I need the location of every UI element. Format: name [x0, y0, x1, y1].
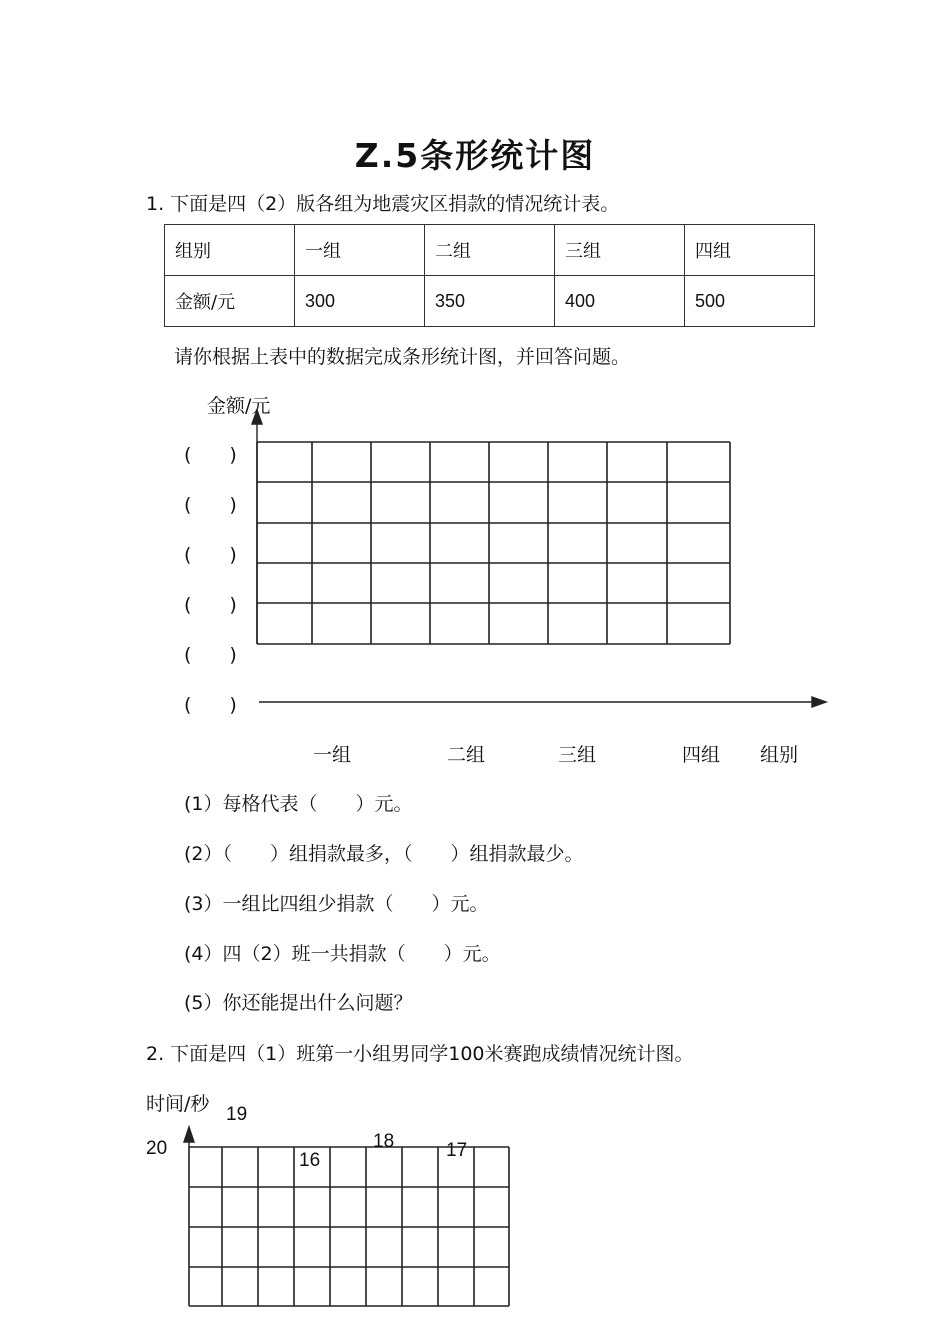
table-cell: 350: [425, 276, 555, 327]
question-item: (2）（ ）组捐款最多，（ ）组捐款最少。: [184, 843, 584, 865]
value-label: 17: [446, 1140, 468, 1161]
value-label: 19: [226, 1104, 248, 1125]
y-blank[interactable]: ( ): [184, 494, 237, 516]
table-cell: 400: [555, 276, 685, 327]
table-cell: 组别: [165, 225, 295, 276]
question-2-intro: 2. 下面是四（1）班第一小组男同学100米赛跑成绩情况统计图。: [146, 1043, 694, 1065]
chart-1-y-axis-label: 金额/元: [207, 395, 271, 417]
y-blank[interactable]: ( ): [184, 644, 237, 666]
table-cell: 二组: [425, 225, 555, 276]
table-cell: 四组: [685, 225, 815, 276]
question-item: (5）你还能提出什么问题？: [184, 992, 413, 1014]
x-tick-label: 二组: [447, 744, 486, 766]
y-blank[interactable]: ( ): [184, 594, 237, 616]
table-cell: 金额/元: [165, 276, 295, 327]
question-1-instruction: 请你根据上表中的数据完成条形统计图，并回答问题。: [174, 346, 631, 368]
question-item: (4）四（2）班一共捐款（ ）元。: [184, 943, 501, 965]
chart-1-x-axis-label: 组别: [760, 744, 799, 766]
chart-2-y-tick: 20: [146, 1138, 168, 1159]
x-tick-label: 一组: [313, 744, 352, 766]
page-title: Z.5条形统计图: [354, 136, 596, 175]
x-tick-label: 三组: [558, 744, 597, 766]
table-cell: 300: [295, 276, 425, 327]
table-cell: 三组: [555, 225, 685, 276]
y-blank[interactable]: ( ): [184, 544, 237, 566]
table-cell: 500: [685, 276, 815, 327]
y-blank[interactable]: ( ): [184, 444, 237, 466]
x-tick-label: 四组: [682, 744, 721, 766]
question-item: (3）一组比四组少捐款（ ）元。: [184, 893, 489, 915]
chart-1-x-arrow: [812, 697, 826, 707]
y-blank[interactable]: ( ): [184, 694, 237, 716]
question-item: (1）每格代表（ ）元。: [184, 793, 413, 815]
question-1-intro: 1. 下面是四（2）版各组为地震灾区捐款的情况统计表。: [146, 193, 620, 215]
chart-2-y-arrow: [184, 1127, 194, 1142]
chart-2-y-axis-label: 时间/秒: [146, 1093, 210, 1115]
table-cell: 一组: [295, 225, 425, 276]
value-label: 18: [373, 1131, 395, 1152]
value-label: 16: [299, 1150, 321, 1171]
